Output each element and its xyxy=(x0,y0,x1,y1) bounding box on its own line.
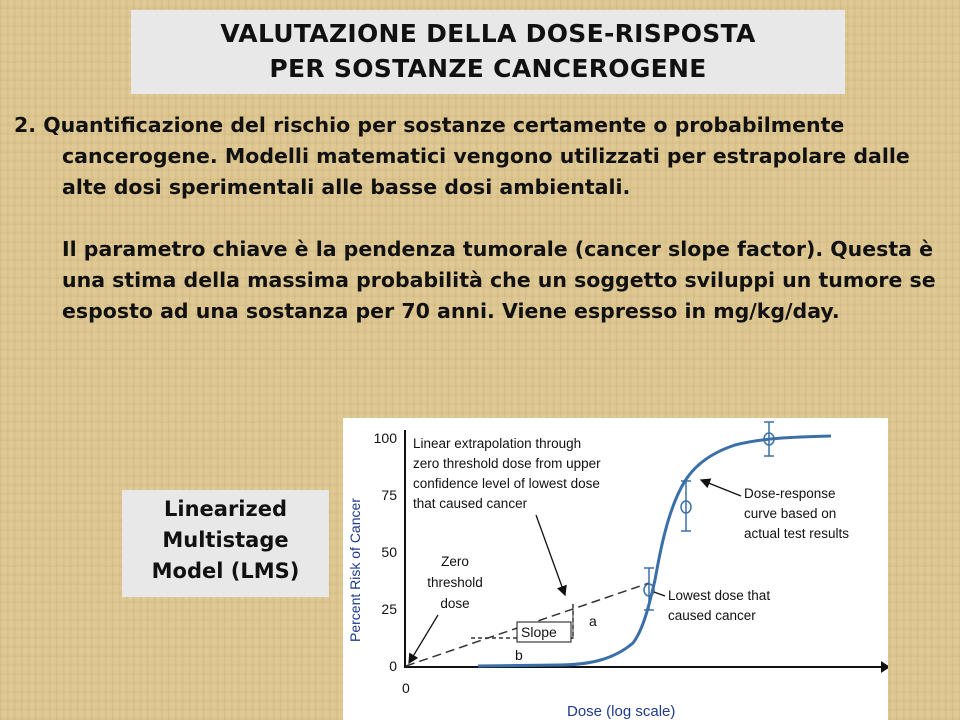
y-tick-label-25: 25 xyxy=(381,601,397,617)
lowest-dose-arrow xyxy=(654,592,665,596)
model-label-line-3: Model (LMS) xyxy=(151,559,300,583)
body-text xyxy=(14,110,954,327)
svg-text:dose: dose xyxy=(440,596,470,611)
model-label-box xyxy=(122,490,329,597)
y-tick-label-100: 100 xyxy=(373,430,397,446)
label-a: a xyxy=(589,613,597,629)
label-b: b xyxy=(515,647,523,663)
x-tick-label: 0 xyxy=(402,680,410,696)
y-tick-label-50: 50 xyxy=(381,544,397,560)
slope-label: Slope xyxy=(521,624,557,640)
annotation-lowest-dose xyxy=(668,588,770,623)
y-tick-label-0: 0 xyxy=(389,658,397,674)
svg-text:Zero: Zero xyxy=(441,554,469,569)
chart-svg xyxy=(343,418,888,720)
svg-text:actual test results: actual test results xyxy=(744,526,850,541)
svg-text:Dose-response: Dose-response xyxy=(744,486,836,501)
svg-text:confidence level of lowest dos: confidence level of lowest dose xyxy=(413,476,600,491)
x-axis-label: Dose (log scale) xyxy=(567,703,676,720)
svg-text:that caused cancer: that caused cancer xyxy=(413,496,528,511)
y-ticks xyxy=(374,430,398,674)
title-line-1: VALUTAZIONE DELLA DOSE-RISPOSTA xyxy=(220,19,756,48)
y-axis-label: Percent Risk of Cancer xyxy=(347,498,363,642)
paragraph-quantification: 2. Quantificazione del rischio per sostanze certamente o probabilmente cancerogene. Modelli matematici vengono utilizzati per estrapolare dalle alte dosi sperimentali alle basse dosi ambientali. xyxy=(14,113,910,199)
annotation-dose-response xyxy=(744,486,849,541)
dose-response-chart xyxy=(343,418,888,720)
data-point-mid xyxy=(681,481,691,531)
svg-text:Linear extrapolation through: Linear extrapolation through xyxy=(413,436,582,451)
model-label-line-2: Multistage xyxy=(162,528,289,552)
linear-extrapolation-arrow xyxy=(536,515,565,595)
svg-text:zero threshold dose from upper: zero threshold dose from upper xyxy=(413,456,601,471)
dose-response-arrow xyxy=(701,480,741,496)
svg-text:caused cancer: caused cancer xyxy=(668,608,756,623)
model-label-line-1: Linearized xyxy=(164,497,287,521)
paragraph-slope-factor: Il parametro chiave è la pendenza tumorale (cancer slope factor). Questa è una stima della massima probabilità che un soggetto sviluppi un tumore se esposto ad una sostanza per 70 anni. Viene espresso in mg/kg/day. xyxy=(62,237,936,323)
x-axis-arrowhead xyxy=(881,661,888,673)
svg-text:Lowest dose that: Lowest dose that xyxy=(668,588,771,603)
svg-text:threshold: threshold xyxy=(427,575,483,590)
svg-text:curve based on: curve based on xyxy=(744,506,837,521)
title-line-2: PER SOSTANZE CANCEROGENE xyxy=(269,54,707,83)
annotation-linear-extrapolation xyxy=(413,436,601,511)
annotation-zero-threshold xyxy=(427,554,483,611)
slide-title xyxy=(131,10,845,94)
y-tick-label-75: 75 xyxy=(381,487,397,503)
